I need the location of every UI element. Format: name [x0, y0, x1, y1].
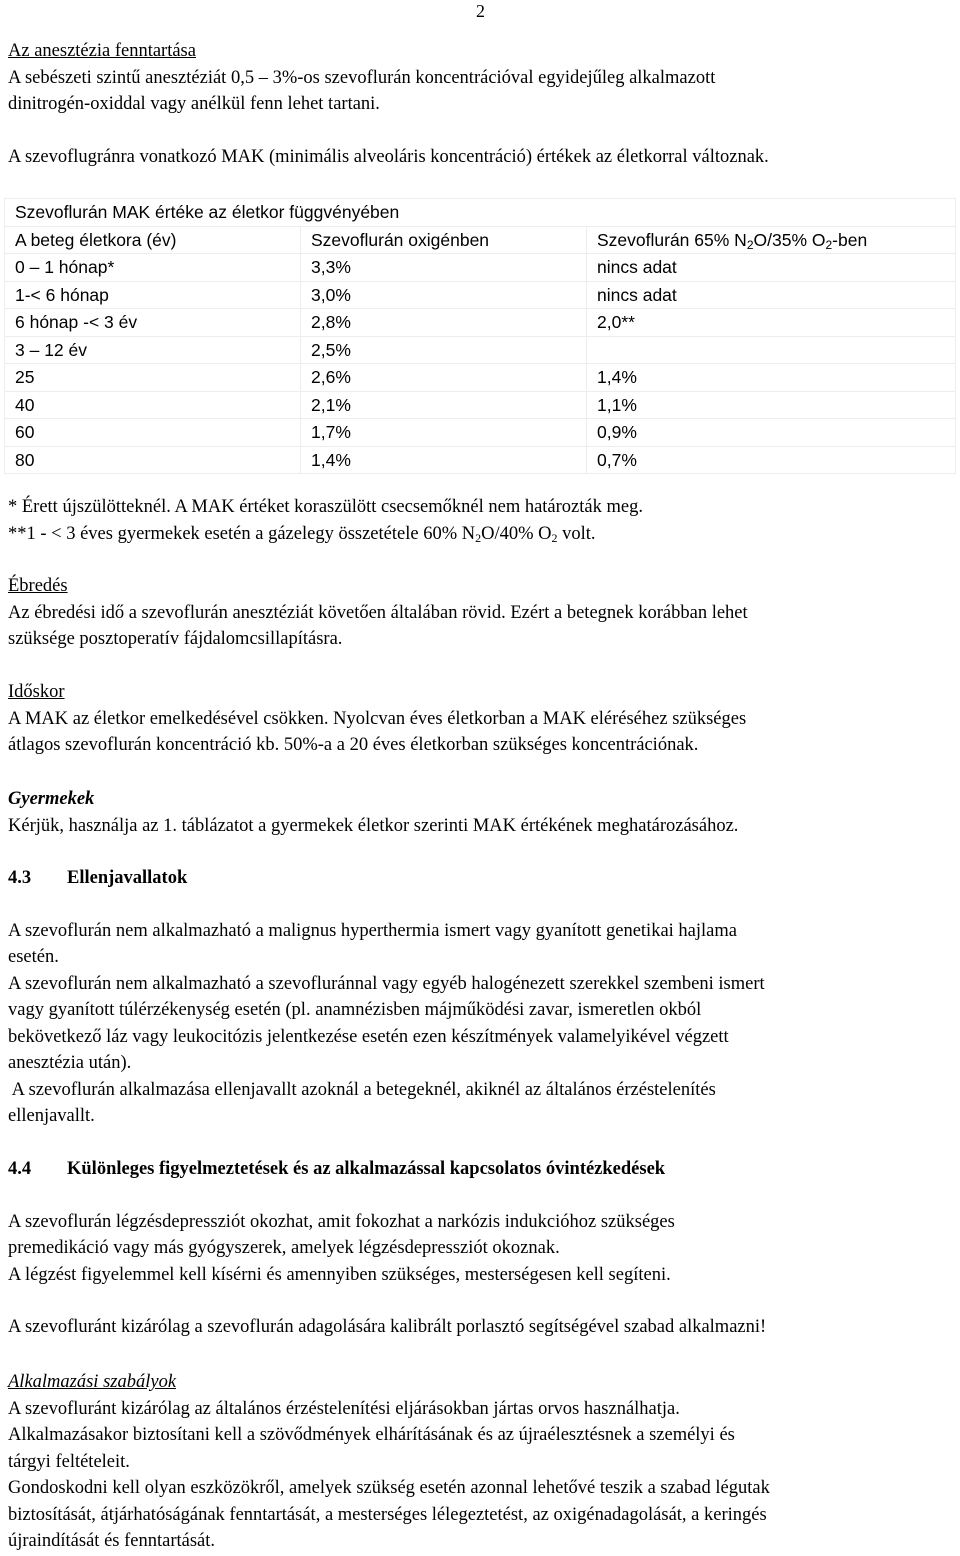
- mak-table: [4, 198, 956, 474]
- table-cell: 1-< 6 hónap: [5, 281, 301, 309]
- table-row: [5, 391, 956, 419]
- table-cell: 60: [5, 419, 301, 447]
- table-cell: nincs adat: [587, 281, 956, 309]
- wakeup-line-2: szüksége posztoperatív fájdalomcsillapításra.: [8, 629, 343, 649]
- section-4-3-line-6: anesztézia után).: [8, 1053, 132, 1073]
- table-cell: 6 hónap -< 3 év: [5, 309, 301, 337]
- section-4-3-heading: 4.3 Ellenjavallatok: [8, 868, 188, 888]
- elderly-line-1: A MAK az életkor emelkedésével csökken. Nyolcvan éves életkorban a MAK eléréséhez szükséges: [8, 708, 747, 729]
- children-line-1: Kérjük, használja az 1. táblázatot a gyermekek életkor szerinti MAK értékének meghatározásához.: [8, 815, 739, 836]
- section-4-3-line-8: ellenjavallt.: [8, 1106, 95, 1126]
- table-cell: 0,9%: [587, 419, 956, 447]
- table-header-age: A beteg életkora (év): [5, 226, 301, 254]
- table-cell: 80: [5, 446, 301, 474]
- section-4-4-line-1: A szevoflurán légzésdepressziót okozhat, amit fokozhat a narkózis indukcióhoz szükséges: [8, 1211, 675, 1232]
- table-row: [5, 254, 956, 282]
- rules-line-4: Gondoskodni kell olyan eszközökről, amelyek szükség esetén azonnal lehetővé teszik a szabad légutak: [8, 1478, 770, 1498]
- section-4-3-line-3: A szevoflurán nem alkalmazható a szevofluránnal vagy egyéb halogénezett szerekkel szembeni ismert: [8, 973, 765, 994]
- section-4-3-line-2: esetén.: [8, 947, 59, 967]
- rules-line-6: újraindítását és fenntartását.: [8, 1531, 216, 1551]
- rules-heading: Alkalmazási szabályok: [8, 1372, 177, 1392]
- rules-line-3: tárgyi feltételeit.: [8, 1451, 130, 1472]
- table-cell: 1,4%: [587, 364, 956, 392]
- section-4-3-line-1: A szevoflurán nem alkalmazható a malignus hyperthermia ismert vagy gyanított genetikai hajlama: [8, 920, 737, 941]
- table-cell: 2,1%: [301, 391, 587, 419]
- wakeup-line-1: Az ébredési idő a szevoflurán anesztéziát követően általában rövid. Ezért a betegnek korábban lehet: [8, 602, 748, 623]
- table-cell: 2,6%: [301, 364, 587, 392]
- table-row: [5, 364, 956, 392]
- table-cell: 0 – 1 hónap*: [5, 254, 301, 282]
- table-caption-row: [5, 199, 956, 227]
- table-cell: 40: [5, 391, 301, 419]
- rules-line-1: A szevofluránt kizárólag az általános érzéstelenítési eljárásokban jártas orvos használhatja.: [8, 1398, 680, 1419]
- footnote-2: **1 - < 3 éves gyermekek esetén a gázelegy összetétele 60% $N_2O/40\%$ $O_2$ volt.: [8, 523, 596, 545]
- table-cell: 25: [5, 364, 301, 392]
- table-header-row: [5, 226, 956, 254]
- maintenance-section: [8, 38, 954, 170]
- section-4-4-heading: 4.4 Különleges figyelmeztetések és az alkalmazással kapcsolatos óvintézkedések: [8, 1159, 666, 1179]
- footnotes: [8, 494, 954, 547]
- elderly-line-2: átlagos szevoflurán koncentráció kb. 50%-a a 20 éves életkorban szükséges koncentrációnak.: [8, 735, 699, 755]
- table-header-oxygen: Szevoflurán oxigénben: [301, 226, 587, 254]
- table-cell: 3 – 12 év: [5, 336, 301, 364]
- maintenance-heading: Az anesztézia fenntartása: [8, 41, 196, 61]
- section-4-3-line-7: A szevoflurán alkalmazása ellenjavallt azoknál a betegeknél, akiknél az általános érzéstelenítés: [8, 1079, 716, 1100]
- maintenance-line-3: A szevoflugránra vonatkozó MAK (minimális alveoláris koncentráció) értékek az életkorral változnak.: [8, 146, 769, 167]
- table-cell: 1,7%: [301, 419, 587, 447]
- maintenance-line-2: dinitrogén-oxiddal vagy anélkül fenn lehet tartani.: [8, 94, 380, 114]
- table-row: [5, 309, 956, 337]
- section-4-3-line-5: bekövetkező láz vagy leukocitózis jelentkezése esetén ezen készítmények valamelyikével végzett: [8, 1026, 729, 1047]
- rules-line-5: biztosítását, átjárhatóságának fenntartását, a mesterséges lélegeztetést, az oxigénadagolását, a keringés: [8, 1504, 767, 1525]
- table-cell: [587, 336, 956, 364]
- rules-line-2: Alkalmazásakor biztosítani kell a szövődmények elhárításának és az újraélesztésnek a személyi és: [8, 1425, 735, 1445]
- wakeup-section: [8, 573, 954, 653]
- table-row: [5, 336, 956, 364]
- section-4-4-line-3: A légzést figyelemmel kell kísérni és amennyiben szükséges, mesterségesen kell segíteni.: [8, 1264, 671, 1285]
- table-cell: 3,3%: [301, 254, 587, 282]
- table-cell: 2,8%: [301, 309, 587, 337]
- elderly-section: [8, 679, 954, 759]
- table-cell: nincs adat: [587, 254, 956, 282]
- section-4-3-line-4: vagy gyanított túlérzékenység esetén (pl. anamnézisben májműködési zavar, ismeretlen okból: [8, 1000, 702, 1020]
- table-row: [5, 446, 956, 474]
- table-row: [5, 419, 956, 447]
- page-number: 2: [476, 1, 485, 21]
- table-caption: Szevoflurán MAK értéke az életkor függvényében: [5, 199, 956, 227]
- maintenance-line-1: A sebészeti szintű anesztéziát 0,5 – 3%-os szevoflurán koncentrációval egyidejűleg alkalmazott: [8, 67, 716, 88]
- section-4-3: [8, 865, 954, 1130]
- wakeup-heading: Ébredés: [8, 576, 68, 596]
- table-cell: 0,7%: [587, 446, 956, 474]
- footnote-1: * Érett újszülötteknél. A MAK értéket koraszülött csecsemőknél nem határozták meg.: [8, 497, 643, 517]
- children-heading: Gyermekek: [8, 789, 95, 809]
- elderly-heading: Időskor: [8, 682, 65, 702]
- table-cell: 3,0%: [301, 281, 587, 309]
- table-cell: 2,0**: [587, 309, 956, 337]
- table-cell: 1,1%: [587, 391, 956, 419]
- table-header-n2o: Szevoflurán 65% $N_2O/35\%$ $O_2$-ben: [587, 226, 956, 254]
- section-4-4: [8, 1156, 954, 1341]
- table-cell: 2,5%: [301, 336, 587, 364]
- table-cell: 1,4%: [301, 446, 587, 474]
- rules-section: [8, 1369, 954, 1555]
- children-section: [8, 786, 954, 839]
- section-4-4-line-4: A szevofluránt kizárólag a szevoflurán adagolására kalibrált porlasztó segítségével szabad alkalmazni!: [8, 1317, 767, 1337]
- table-row: [5, 281, 956, 309]
- section-4-4-line-2: premedikáció vagy más gyógyszerek, amelyek légzésdepressziót okoznak.: [8, 1238, 560, 1258]
